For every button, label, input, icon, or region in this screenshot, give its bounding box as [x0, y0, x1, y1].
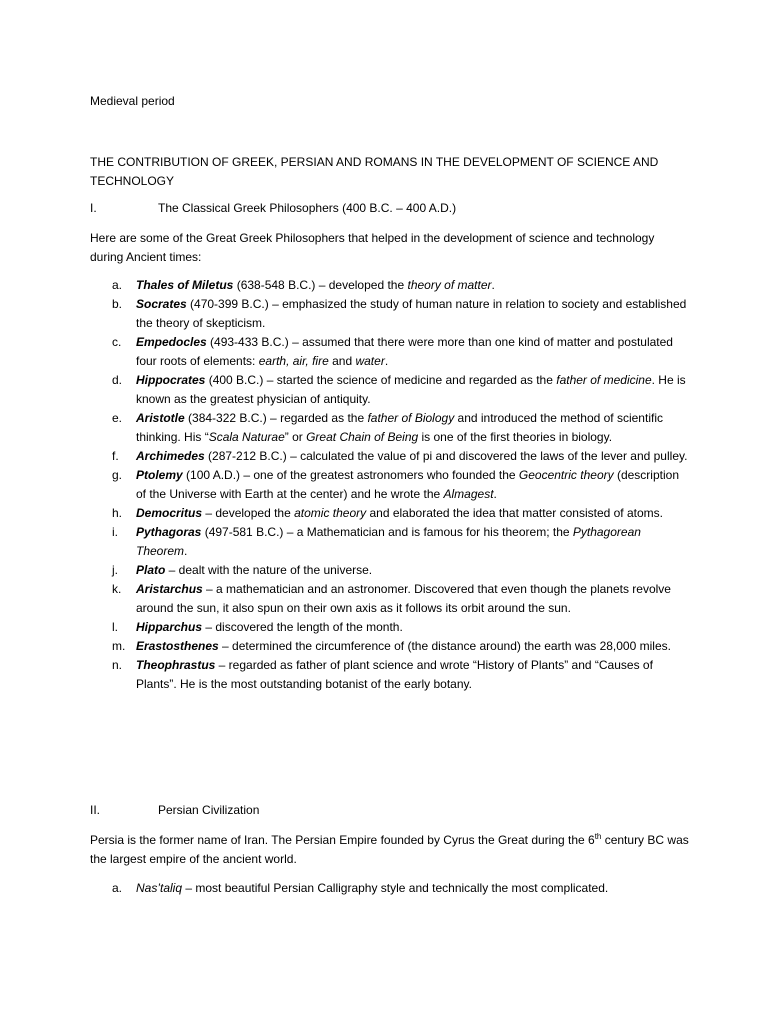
- list-marker: l.: [112, 620, 118, 634]
- ordinal-suffix: th: [594, 832, 602, 841]
- greek-philosophers-list: [90, 276, 690, 694]
- item-text: (493-433 B.C.) – assumed that there were more than one kind of matter and postulated four roots of elements:: [136, 335, 673, 368]
- item-text: (description of the Universe with Earth at the center) and he wrote the: [136, 468, 679, 501]
- item-name-wrap: [136, 335, 207, 349]
- item-text: . He is known as the greatest physician of antiquity.: [136, 373, 686, 406]
- item-name-wrap: [136, 506, 202, 520]
- italic-term: Nas’taliq: [136, 881, 183, 895]
- section-number: I.: [90, 201, 97, 215]
- item-name-wrap: [136, 449, 205, 463]
- item-name-wrap: [136, 468, 183, 482]
- item-text: .: [493, 487, 497, 501]
- list-marker: n.: [112, 658, 123, 672]
- item-text: (100 A.D.) – one of the greatest astronomers who founded the: [182, 468, 519, 482]
- list-marker: f.: [112, 449, 119, 463]
- section-heading-persian: [90, 803, 259, 817]
- list-marker: h.: [112, 506, 123, 520]
- item-name-wrap: [136, 658, 215, 672]
- item-text: – most beautiful Persian Calligraphy style and technically the most complicated.: [182, 881, 609, 895]
- italic-term: atomic theory: [294, 506, 367, 520]
- list-item: [90, 580, 690, 618]
- list-marker: k.: [112, 582, 122, 596]
- section-label: Persian Civilization: [158, 803, 260, 817]
- item-name: Erastosthenes: [136, 639, 219, 653]
- item-text: and elaborated the idea that matter consisted of atoms.: [366, 506, 663, 520]
- item-name: Socrates: [136, 297, 187, 311]
- greek-intro-paragraph: Here are some of the Great Greek Philosophers that helped in the development of science and technology during Ancient times:: [90, 231, 655, 264]
- list-marker: c.: [112, 335, 122, 349]
- item-text: and introduced the method of scientific thinking. His “: [136, 411, 663, 444]
- item-text: (287-212 B.C.) – calculated the value of pi and discovered the laws of the lever and pulley.: [204, 449, 688, 463]
- item-text: (497-581 B.C.) – a Mathematician and is famous for his theorem; the: [201, 525, 573, 539]
- section-label: The Classical Greek Philosophers (400 B.C. – 400 A.D.): [158, 201, 457, 215]
- list-item: [90, 637, 690, 656]
- document-title: THE CONTRIBUTION OF GREEK, PERSIAN AND ROMANS IN THE DEVELOPMENT OF SCIENCE AND TECHNOLOGY: [90, 155, 659, 188]
- italic-term: father of Biology: [367, 411, 455, 425]
- italic-term: father of medicine: [556, 373, 652, 387]
- item-name-wrap: [136, 525, 201, 539]
- list-item: [90, 371, 690, 409]
- italic-term: Great Chain of Being: [306, 430, 419, 444]
- list-item: [90, 523, 690, 561]
- item-text: .: [184, 544, 188, 558]
- document-header: Medieval period: [90, 94, 175, 108]
- item-text: – discovered the length of the month.: [202, 620, 403, 634]
- item-name-wrap: [136, 373, 205, 387]
- list-item: [90, 618, 690, 637]
- item-text: and: [328, 354, 356, 368]
- item-name: Pythagoras: [136, 525, 202, 539]
- persian-intro-text-end: century BC was the largest empire of the ancient world.: [90, 833, 689, 866]
- item-text: – regarded as father of plant science and wrote “History of Plants” and “Causes of Plants”. He is the most outstanding botanist of the early botany.: [136, 658, 653, 691]
- italic-term: Scala Naturae: [208, 430, 285, 444]
- list-marker: m.: [112, 639, 126, 653]
- list-marker: i.: [112, 525, 118, 539]
- section-number: II.: [90, 803, 101, 817]
- list-item: [90, 276, 690, 295]
- item-text: (400 B.C.) – started the science of medicine and regarded as the: [205, 373, 557, 387]
- list-marker: g.: [112, 468, 123, 482]
- italic-term: earth, air, fire: [258, 354, 329, 368]
- item-name: Democritus: [136, 506, 203, 520]
- list-item: [90, 295, 690, 333]
- item-name: Plato: [136, 563, 166, 577]
- item-text: – a mathematician and an astronomer. Discovered that even though the planets revolve around the sun, it also spun on their own axis as it follows its orbit around the sun.: [136, 582, 671, 615]
- list-marker: a.: [112, 881, 123, 895]
- list-item: [90, 879, 690, 898]
- item-name-wrap: [136, 563, 165, 577]
- list-marker: e.: [112, 411, 123, 425]
- list-item: [90, 466, 690, 504]
- italic-term: water: [355, 354, 385, 368]
- item-text: (638-548 B.C.) – developed the: [233, 278, 408, 292]
- list-marker: b.: [112, 297, 123, 311]
- list-marker: d.: [112, 373, 123, 387]
- item-name-wrap: [136, 278, 233, 292]
- item-name: Archimedes: [136, 449, 205, 463]
- item-text: – dealt with the nature of the universe.: [165, 563, 373, 577]
- item-text: is one of the first theories in biology.: [418, 430, 613, 444]
- list-item: [90, 409, 690, 447]
- list-item: [90, 333, 690, 371]
- persian-list: [90, 879, 690, 898]
- item-name: Aristotle: [136, 411, 185, 425]
- item-name-wrap: [136, 297, 187, 311]
- item-name-wrap: [136, 620, 202, 634]
- item-name: Theophrastus: [136, 658, 216, 672]
- list-item: [90, 656, 690, 694]
- item-name: Thales of Miletus: [136, 278, 234, 292]
- persian-intro-text: Persia is the former name of Iran. The Persian Empire founded by Cyrus the Great during the 6: [90, 833, 595, 847]
- list-marker: j.: [112, 563, 118, 577]
- item-name: Aristarchus: [136, 582, 203, 596]
- item-name: Hipparchus: [136, 620, 203, 634]
- item-name: Ptolemy: [136, 468, 183, 482]
- list-item: [90, 447, 690, 466]
- item-name-wrap: [136, 582, 203, 596]
- italic-term: Pythagorean Theorem: [136, 525, 641, 558]
- italic-term: theory of matter: [407, 278, 492, 292]
- list-item: [90, 504, 690, 523]
- item-text: .: [491, 278, 495, 292]
- item-text: – developed the: [202, 506, 295, 520]
- item-name-wrap: [136, 639, 219, 653]
- item-text: (384-322 B.C.) – regarded as the: [184, 411, 368, 425]
- item-name: Empedocles: [136, 335, 207, 349]
- list-marker: a.: [112, 278, 123, 292]
- persian-intro-paragraph: [90, 831, 690, 868]
- item-text: ” or: [284, 430, 307, 444]
- item-text: – determined the circumference of (the distance around) the earth was 28,000 miles.: [218, 639, 671, 653]
- item-text: .: [384, 354, 389, 368]
- italic-term: Almagest: [443, 487, 494, 501]
- item-name: Hippocrates: [136, 373, 206, 387]
- italic-term: Geocentric theory: [518, 468, 614, 482]
- item-name-wrap: [136, 411, 185, 425]
- section-heading-greek: [90, 201, 456, 215]
- list-item: [90, 561, 690, 580]
- item-text: (470-399 B.C.) – emphasized the study of human nature in relation to society and established the theory of skepticism.: [136, 297, 687, 330]
